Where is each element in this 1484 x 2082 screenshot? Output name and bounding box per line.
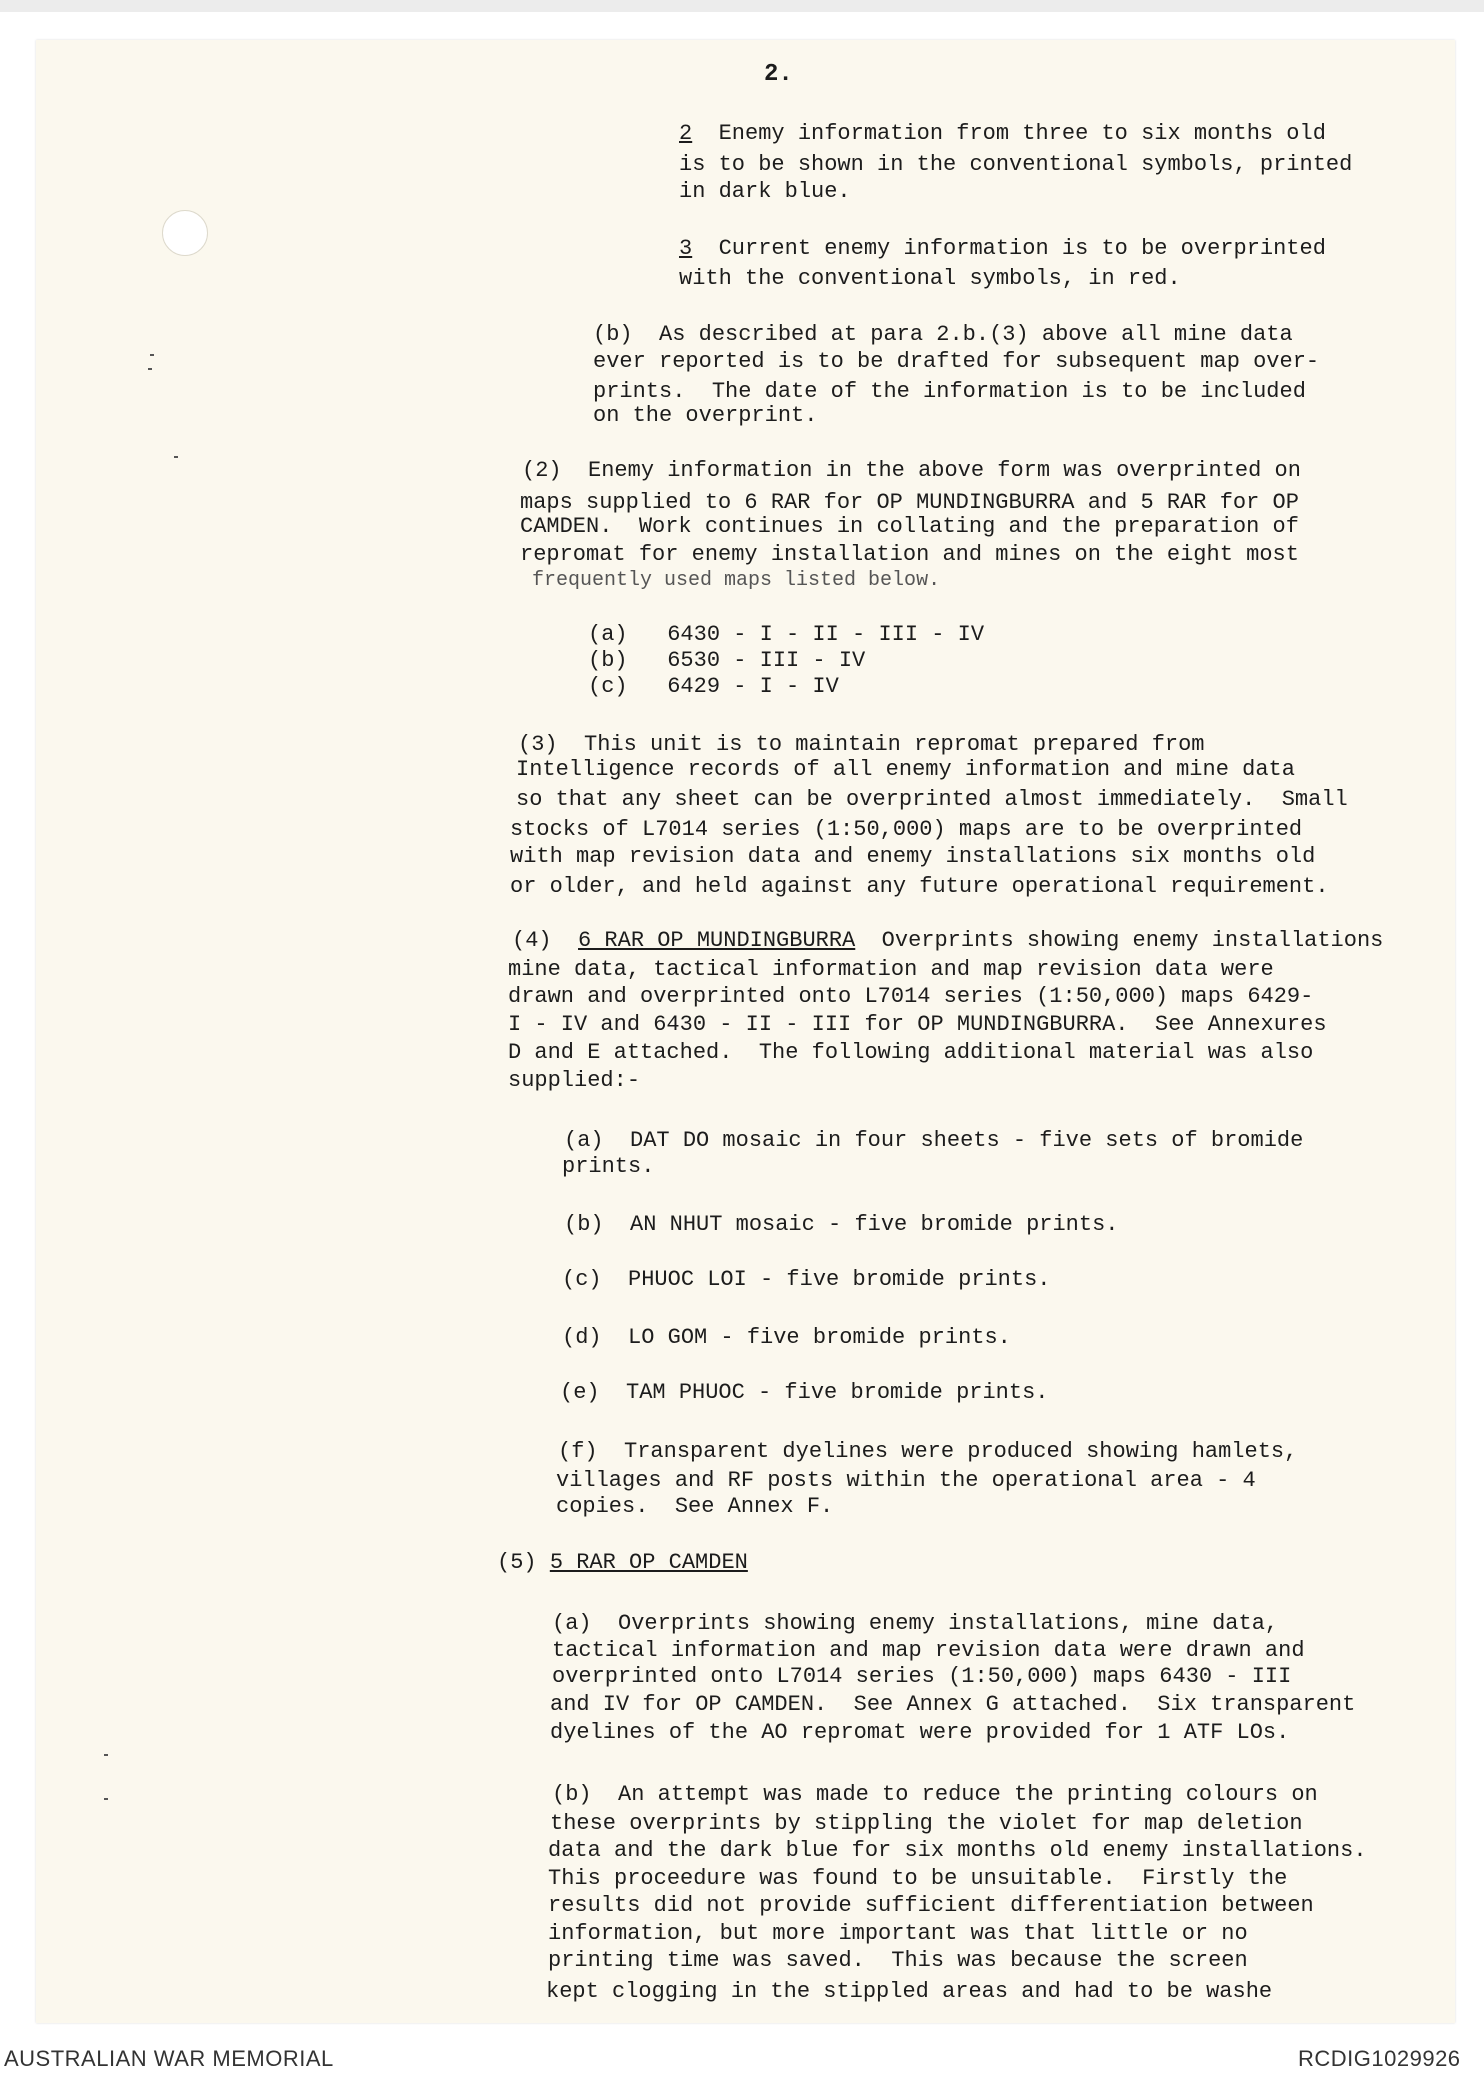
para-5b-line-8: kept clogging in the stippled areas and had to be washe xyxy=(546,1979,1273,2004)
map-list-item-a: (a) 6430 - I - II - III - IV xyxy=(588,622,985,647)
map-list-item-b: (b) 6530 - III - IV xyxy=(588,648,866,673)
para-5a-line-3: overprinted onto L7014 series (1:50,000) maps 6430 - III xyxy=(552,1664,1292,1689)
para-5b-line-1: (b) An attempt was made to reduce the printing colours on xyxy=(552,1782,1318,1807)
para-4-item-b: (b) AN NHUT mosaic - five bromide prints. xyxy=(564,1212,1119,1237)
para-a3-line-2: with the conventional symbols, in red. xyxy=(679,266,1181,291)
para-2-line-5: frequently used maps listed below. xyxy=(532,569,941,592)
para-5-number: (5) xyxy=(497,1550,537,1575)
para-a2-line-3: in dark blue. xyxy=(679,179,851,204)
footer-id: RCDIG1029926 xyxy=(1298,2046,1461,2071)
para-3-line-6: or older, and held against any future operational requirement. xyxy=(510,874,1329,899)
para-5-gap xyxy=(537,1550,550,1575)
para-4-item-f-line-3: copies. See Annex F. xyxy=(556,1494,834,1519)
para-a2-gap xyxy=(692,121,718,146)
para-a2 xyxy=(679,121,1326,148)
para-4-line-3: drawn and overprinted onto L7014 series (1:50,000) maps 6429- xyxy=(508,984,1314,1009)
para-a2-number: 2 xyxy=(679,121,693,146)
para-5-heading: 5 RAR OP CAMDEN xyxy=(549,1550,748,1575)
para-a2-line-1: Enemy information from three to six months old xyxy=(718,121,1326,146)
para-4-item-d: (d) LO GOM - five bromide prints. xyxy=(562,1325,1011,1350)
scan-top-edge xyxy=(0,0,1484,12)
footer-source: AUSTRALIAN WAR MEMORIAL xyxy=(4,2046,334,2071)
para-4-item-f-line-1: (f) Transparent dyelines were produced showing hamlets, xyxy=(558,1439,1298,1464)
para-4-item-a-line-1: (a) DAT DO mosaic in four sheets - five sets of bromide xyxy=(564,1128,1304,1153)
para-4-line-4: I - IV and 6430 - II - III for OP MUNDINGBURRA. See Annexures xyxy=(508,1012,1327,1037)
para-a3-number: 3 xyxy=(679,236,693,261)
para-5b-line-2: these overprints by stippling the violet for map deletion xyxy=(550,1811,1303,1836)
para-4-number: (4) xyxy=(512,928,552,953)
para-4-line-1 xyxy=(512,928,1383,955)
para-3-line-2: Intelligence records of all enemy information and mine data xyxy=(516,757,1295,782)
para-4-item-f-line-2: villages and RF posts within the operational area - 4 xyxy=(556,1468,1256,1493)
para-4-item-c: (c) PHUOC LOI - five bromide prints. xyxy=(562,1267,1051,1292)
para-4-heading: 6 RAR OP MUNDINGBURRA xyxy=(578,928,856,953)
para-3-line-1: (3) This unit is to maintain repromat prepared from xyxy=(518,732,1205,757)
margin-mark xyxy=(150,354,154,356)
margin-mark xyxy=(148,368,152,370)
para-5b-line-6: information, but more important was that little or no xyxy=(548,1921,1248,1946)
para-5a-line-1: (a) Overprints showing enemy installations, mine data, xyxy=(552,1611,1279,1636)
margin-mark xyxy=(174,456,178,458)
para-5b-line-3: data and the dark blue for six months old enemy installations. xyxy=(548,1838,1367,1863)
para-4-line-6: supplied:- xyxy=(508,1068,641,1093)
para-3-line-5: with map revision data and enemy installations six months old xyxy=(510,844,1316,869)
para-3-line-3: so that any sheet can be overprinted almost immediately. Small xyxy=(516,787,1348,812)
para-4-first-line-rest: Overprints showing enemy installations xyxy=(881,928,1384,953)
para-5b-line-5: results did not provide sufficient differentiation between xyxy=(548,1893,1314,1918)
para-b-line-1: (b) As described at para 2.b.(3) above all mine data xyxy=(593,322,1293,347)
para-5a-line-5: dyelines of the AO repromat were provided for 1 ATF LOs. xyxy=(550,1720,1290,1745)
para-a3-line-1: Current enemy information is to be overprinted xyxy=(718,236,1326,261)
para-4-line-5: D and E attached. The following additional material was also xyxy=(508,1040,1314,1065)
para-2-line-4: repromat for enemy installation and mines on the eight most xyxy=(520,542,1299,567)
para-4-gap-2 xyxy=(855,928,881,953)
map-list-item-c: (c) 6429 - I - IV xyxy=(588,674,839,699)
para-4-item-a-line-2: prints. xyxy=(562,1154,655,1179)
para-4-gap-1 xyxy=(552,928,578,953)
para-4-line-2: mine data, tactical information and map revision data were xyxy=(508,957,1274,982)
para-2-line-3: CAMDEN. Work continues in collating and the preparation of xyxy=(520,514,1299,539)
para-a3-gap xyxy=(692,236,718,261)
page-number: 2. xyxy=(764,61,793,88)
punch-hole xyxy=(162,210,208,256)
para-3-line-4: stocks of L7014 series (1:50,000) maps are to be overprinted xyxy=(510,817,1303,842)
para-5-heading-line xyxy=(497,1550,748,1577)
margin-mark xyxy=(104,1798,108,1800)
para-5a-line-4: and IV for OP CAMDEN. See Annex G attached. Six transparent xyxy=(550,1692,1356,1717)
margin-mark xyxy=(104,1754,108,1756)
para-b-line-2: ever reported is to be drafted for subsequent map over- xyxy=(593,349,1320,374)
para-2-line-1: (2) Enemy information in the above form was overprinted on xyxy=(522,458,1301,483)
para-5b-line-7: printing time was saved. This was because the screen xyxy=(548,1948,1248,1973)
para-a3 xyxy=(679,236,1326,263)
para-b-line-3: prints. The date of the information is to be included xyxy=(593,379,1306,404)
para-5b-line-4: This proceedure was found to be unsuitable. Firstly the xyxy=(548,1866,1288,1891)
para-b-line-4: on the overprint. xyxy=(593,403,818,428)
para-5a-line-2: tactical information and map revision data were drawn and xyxy=(552,1638,1305,1663)
para-4-item-e: (e) TAM PHUOC - five bromide prints. xyxy=(560,1380,1049,1405)
para-2-line-2: maps supplied to 6 RAR for OP MUNDINGBURRA and 5 RAR for OP xyxy=(520,490,1299,515)
para-a2-line-2: is to be shown in the conventional symbols, printed xyxy=(679,152,1353,177)
